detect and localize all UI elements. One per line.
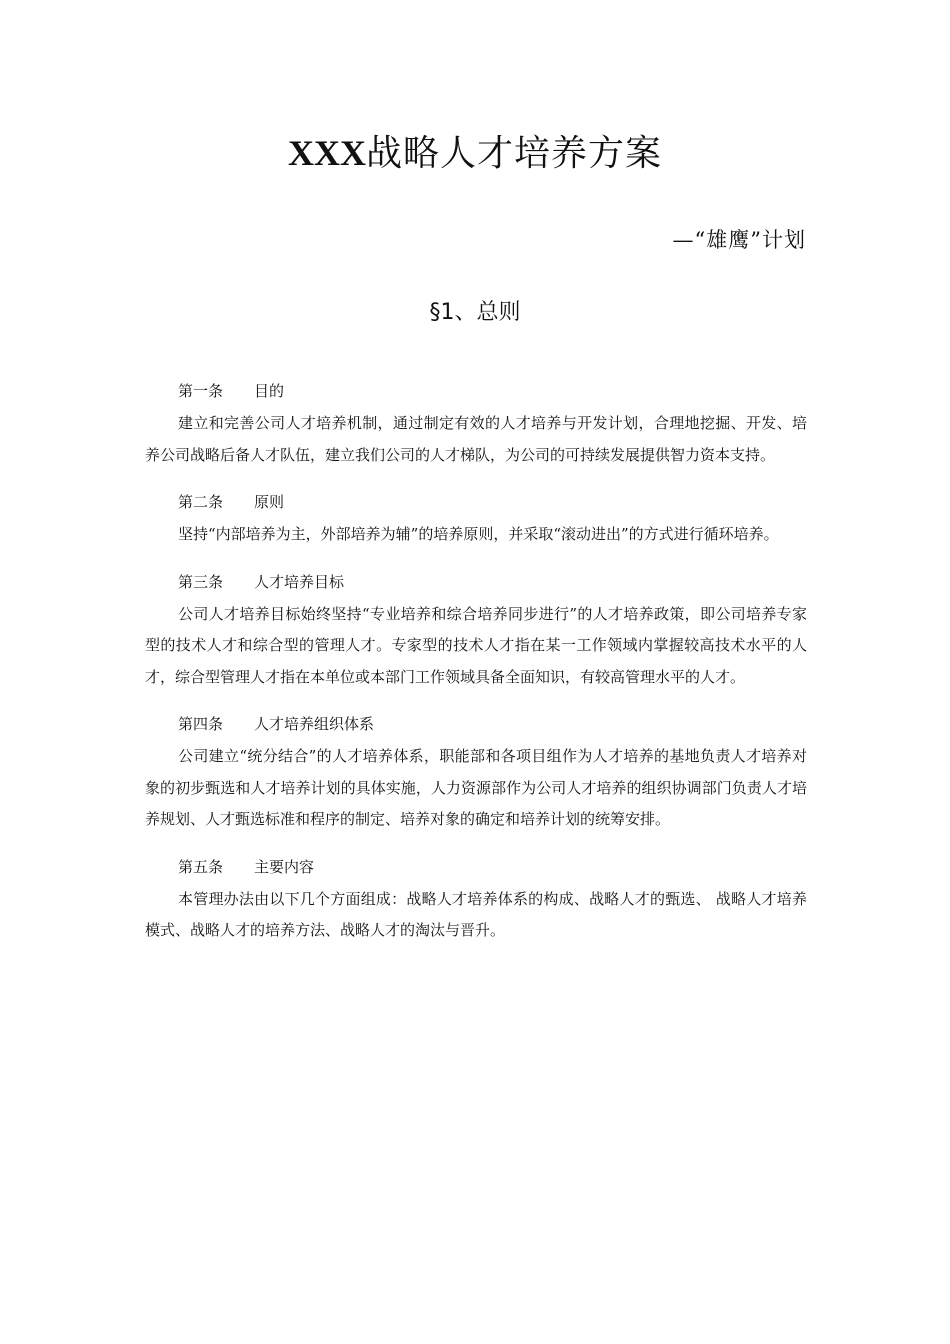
article-label: 第四条 [178,715,224,733]
article-heading [145,709,807,739]
section-heading: §1、总则 [429,300,521,325]
article-heading [145,852,807,882]
article-label: 第三条 [178,572,224,591]
article-name: 原则 [254,493,285,511]
document-title-main: 战略人才培养方案 [365,133,662,174]
article-label: 第五条 [178,857,224,876]
article-body: 坚持“内部培养为主，外部培养为辅”的培养原则，并采取“滚动进出”的方式进行循环培养。 [178,525,779,543]
article-body: 本管理办法由以下几个方面组成：战略人才培养体系的构成、战略人才的甄选、 战略人才培养模式、战略人才的培养方法、战略人才的淘汰与晋升。 [145,889,807,939]
article-body: 建立和完善公司人才培养机制，通过制定有效的人才培养与开发计划，合理地挖掘、开发、培养公司战略后备人才队伍，建立我们公司的人才梯队，为公司的可持续发展提供智力资本支持。 [145,414,807,464]
article-name: 目的 [254,382,285,400]
article-list [145,376,807,963]
document-title [0,128,950,179]
article-body: 公司人才培养目标始终坚持“专业培养和综合培养同步进行”的人才培养政策，即公司培养专家型的技术人才和综合型的管理人才。专家型的技术人才指在某一工作领域内掌握较高技术水平的人才，综合型管理人才指在本单位或本部门工作领域具备全面知识，有较高管理水平的人才。 [145,604,807,686]
article-1 [145,376,807,471]
document-title-prefix: XXX [287,133,366,173]
article-heading [145,487,807,517]
article-4 [145,709,807,836]
article-name: 主要内容 [254,857,315,876]
document-subtitle: —“雄鹰”计划 [672,228,806,252]
article-name: 人才培养组织体系 [254,715,375,733]
article-label: 第二条 [178,493,224,511]
article-heading [145,376,807,406]
article-body: 公司建立“统分结合”的人才培养体系，职能部和各项目组作为人才培养的基地负责人才培养对象的初步甄选和人才培养计划的具体实施，人力资源部作为公司人才培养的组织协调部门负责人才培养规划、人才甄选标准和程序的制定、培养对象的确定和培养计划的统筹安排。 [145,747,807,828]
article-2 [145,487,807,551]
article-heading [145,567,807,597]
article-3 [145,567,807,694]
article-label: 第一条 [178,382,224,400]
article-5 [145,852,807,947]
article-name: 人才培养目标 [254,572,345,591]
